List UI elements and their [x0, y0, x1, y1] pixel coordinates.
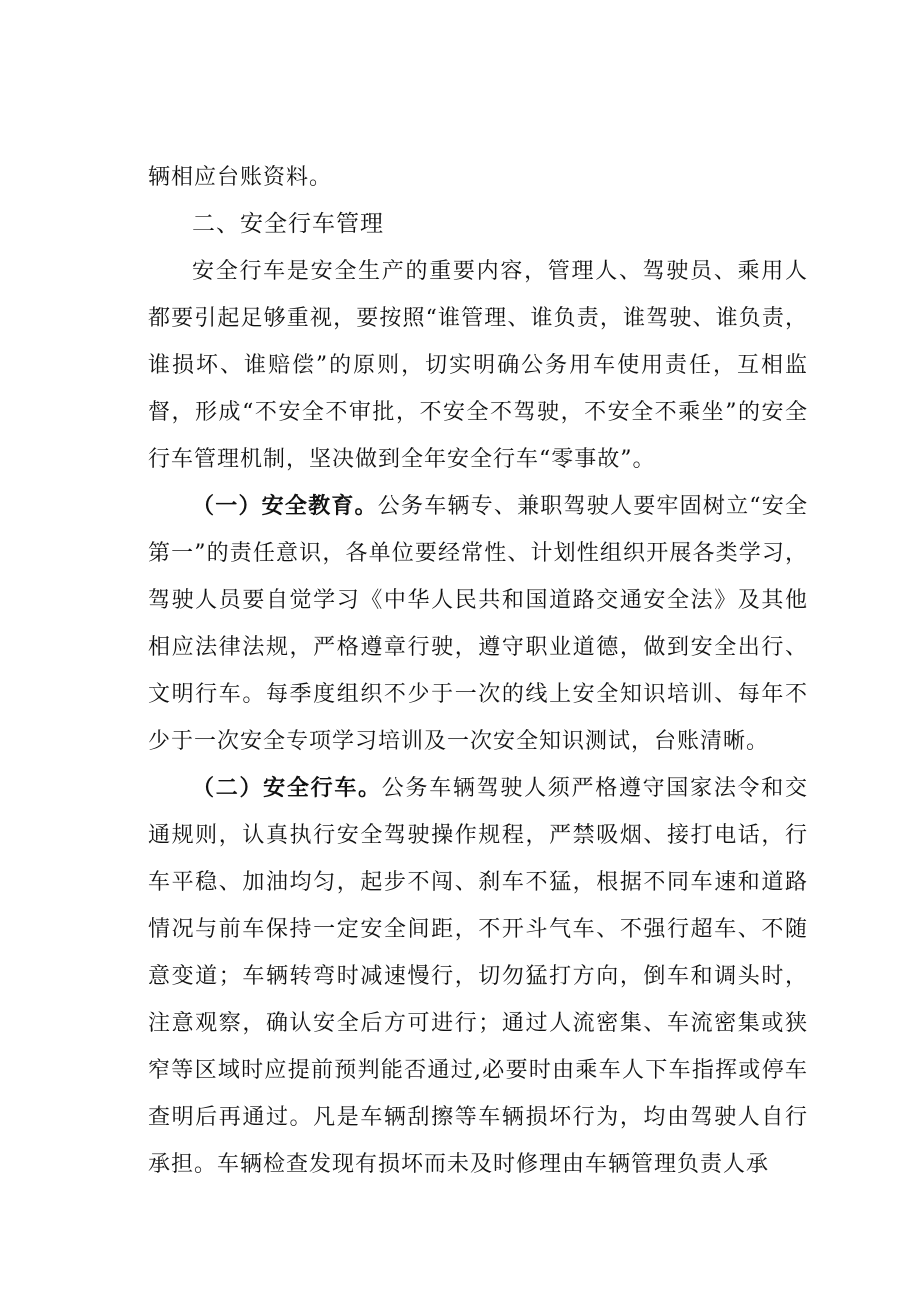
subsection-safe-driving	[148, 765, 808, 1188]
subsection-title: （二）安全行车。	[192, 776, 382, 801]
continuation-paragraph: 辆相应台账资料。	[148, 165, 333, 190]
section-heading: 二、安全行车管理	[192, 211, 384, 237]
subsection-title: （一）安全教育。	[192, 494, 378, 519]
intro-paragraph: 安全行车是安全生产的重要内容，管理人、驾驶员、乘用人都要引起足够重视，要按照“谁管理、谁负责，谁驾驶、谁负责，谁损坏、谁赔偿”的原则，切实明确公务用车使用责任，互相监督，形成“不安全不审批，不安全不驾驶，不安全不乘坐”的安全行车管理机制，坚决做到全年安全行车“零事故”。	[148, 259, 808, 472]
subsection-safety-education	[148, 483, 808, 765]
subsection-body: 公务车辆专、兼职驾驶人要牢固树立“安全第一”的责任意识，各单位要经常性、计划性组织开展各类学习，驾驶人员要自觉学习《中华人民共和国道路交通安全法》及其他相应法律法规，严格遵章行驶，遵守职业道德，做到安全出行、文明行车。每季度组织不少于一次的线上安全知识培训、每年不少于一次安全专项学习培训及一次安全知识测试，台账清晰。	[148, 494, 808, 754]
subsection-body: 公务车辆驾驶人须严格遵守国家法令和交通规则，认真执行安全驾驶操作规程，严禁吸烟、接打电话，行车平稳、加油均匀，起步不闯、刹车不猛，根据不同车速和道路情况与前车保持一定安全间距，不开斗气车、不强行超车、不随意变道；车辆转弯时减速慢行，切勿猛打方向，倒车和调头时，注意观察，确认安全后方可进行；通过人流密集、车流密集或狭窄等区域时应提前预判能否通过,必要时由乘车人下车指挥或停车查明后再通过。凡是车辆刮擦等车辆损坏行为，均由驾驶人自行承担。车辆检查发现有损坏而未及时修理由车辆管理负责人承	[148, 776, 808, 1177]
document-body	[148, 154, 808, 1188]
